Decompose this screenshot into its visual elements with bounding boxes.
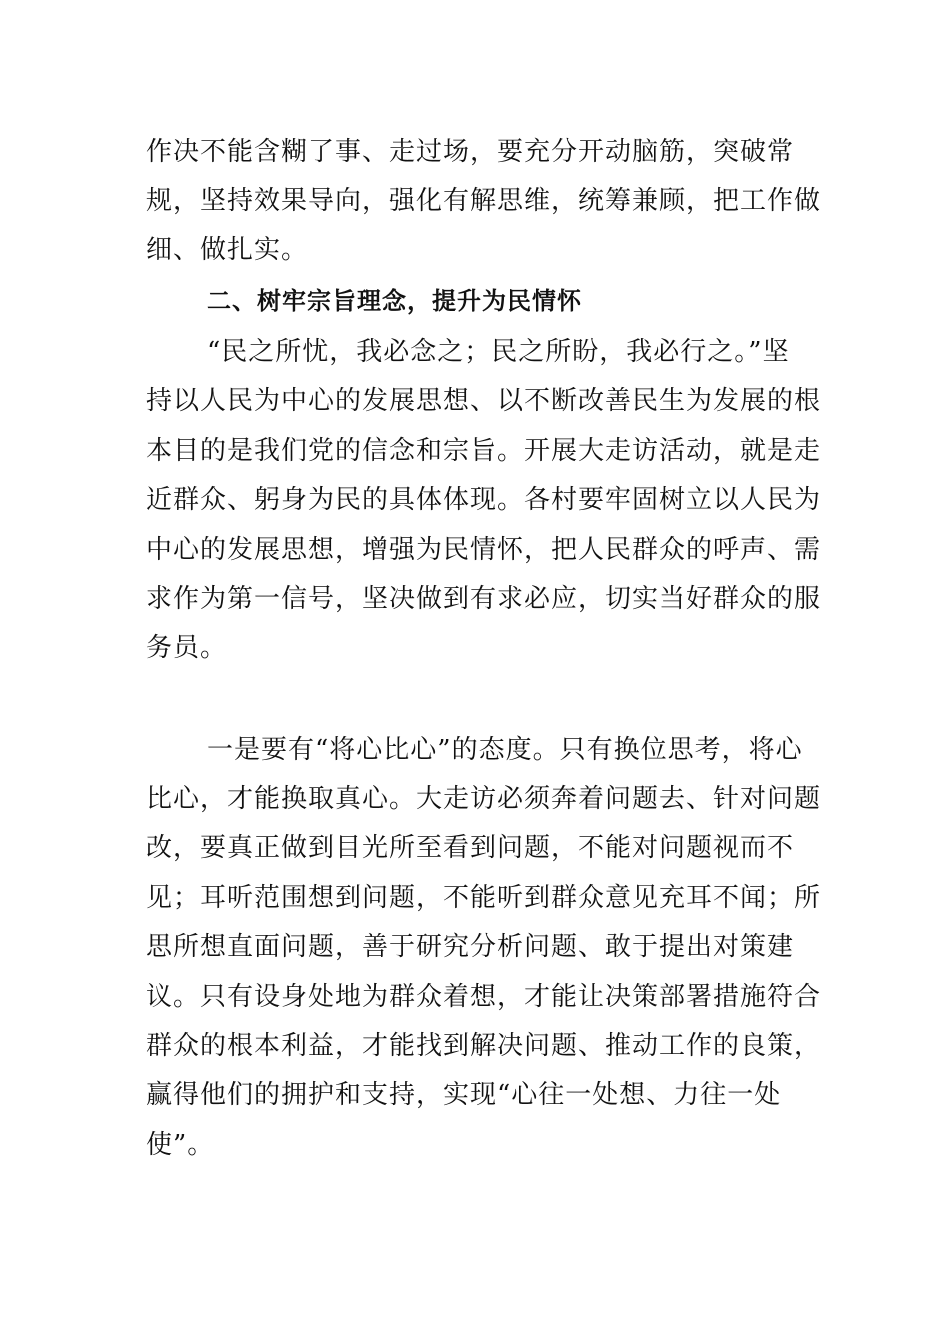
paragraph-2-line-4: 近群众、躬身为民的具体体现。各村要牢固树立以人民为: [146, 485, 822, 515]
paragraph-1-line-2: 规，坚持效果导向，强化有解思维，统筹兼顾，把工作做: [146, 186, 822, 216]
paragraph-3-line-7: 群众的根本利益，才能找到解决问题、推动工作的良策，: [146, 1031, 822, 1061]
paragraph-3-line-8: 赢得他们的拥护和支持，实现“心往一处想、力往一处: [146, 1080, 782, 1110]
paragraph-2-line-7: 务员。: [146, 633, 228, 663]
paragraph-2-line-1: “民之所忧，我必念之；民之所盼，我必行之。”坚: [207, 337, 790, 367]
paragraph-3-line-2: 比心，才能换取真心。大走访必须奔着问题去、针对问题: [146, 784, 822, 814]
paragraph-1-line-3: 细、做扎实。: [146, 235, 309, 265]
paragraph-2-line-5: 中心的发展思想，增强为民情怀，把人民群众的呼声、需: [146, 535, 822, 565]
paragraph-2-line-6: 求作为第一信号，坚决做到有求必应，切实当好群众的服: [146, 584, 822, 614]
paragraph-1-line-1: 作决不能含糊了事、走过场，要充分开动脑筋，突破常: [146, 137, 795, 167]
paragraph-3-line-1: 一是要有“将心比心”的态度。只有换位思考，将心: [207, 735, 803, 765]
paragraph-3-line-3: 改，要真正做到目光所至看到问题，不能对问题视而不: [146, 833, 795, 863]
paragraph-3-line-6: 议。只有设身处地为群众着想，才能让决策部署措施符合: [146, 982, 822, 1012]
paragraph-3-line-4: 见；耳听范围想到问题，不能听到群众意见充耳不闻；所: [146, 883, 822, 913]
section-heading: 二、树牢宗旨理念，提升为民情怀: [207, 287, 582, 315]
paragraph-2-line-2: 持以人民为中心的发展思想、以不断改善民生为发展的根: [146, 386, 822, 416]
paragraph-3-line-9: 使”。: [146, 1130, 215, 1160]
paragraph-2-line-3: 本目的是我们党的信念和宗旨。开展大走访活动，就是走: [146, 436, 822, 466]
paragraph-3-line-5: 思所想直面问题，善于研究分析问题、敢于提出对策建: [146, 932, 795, 962]
